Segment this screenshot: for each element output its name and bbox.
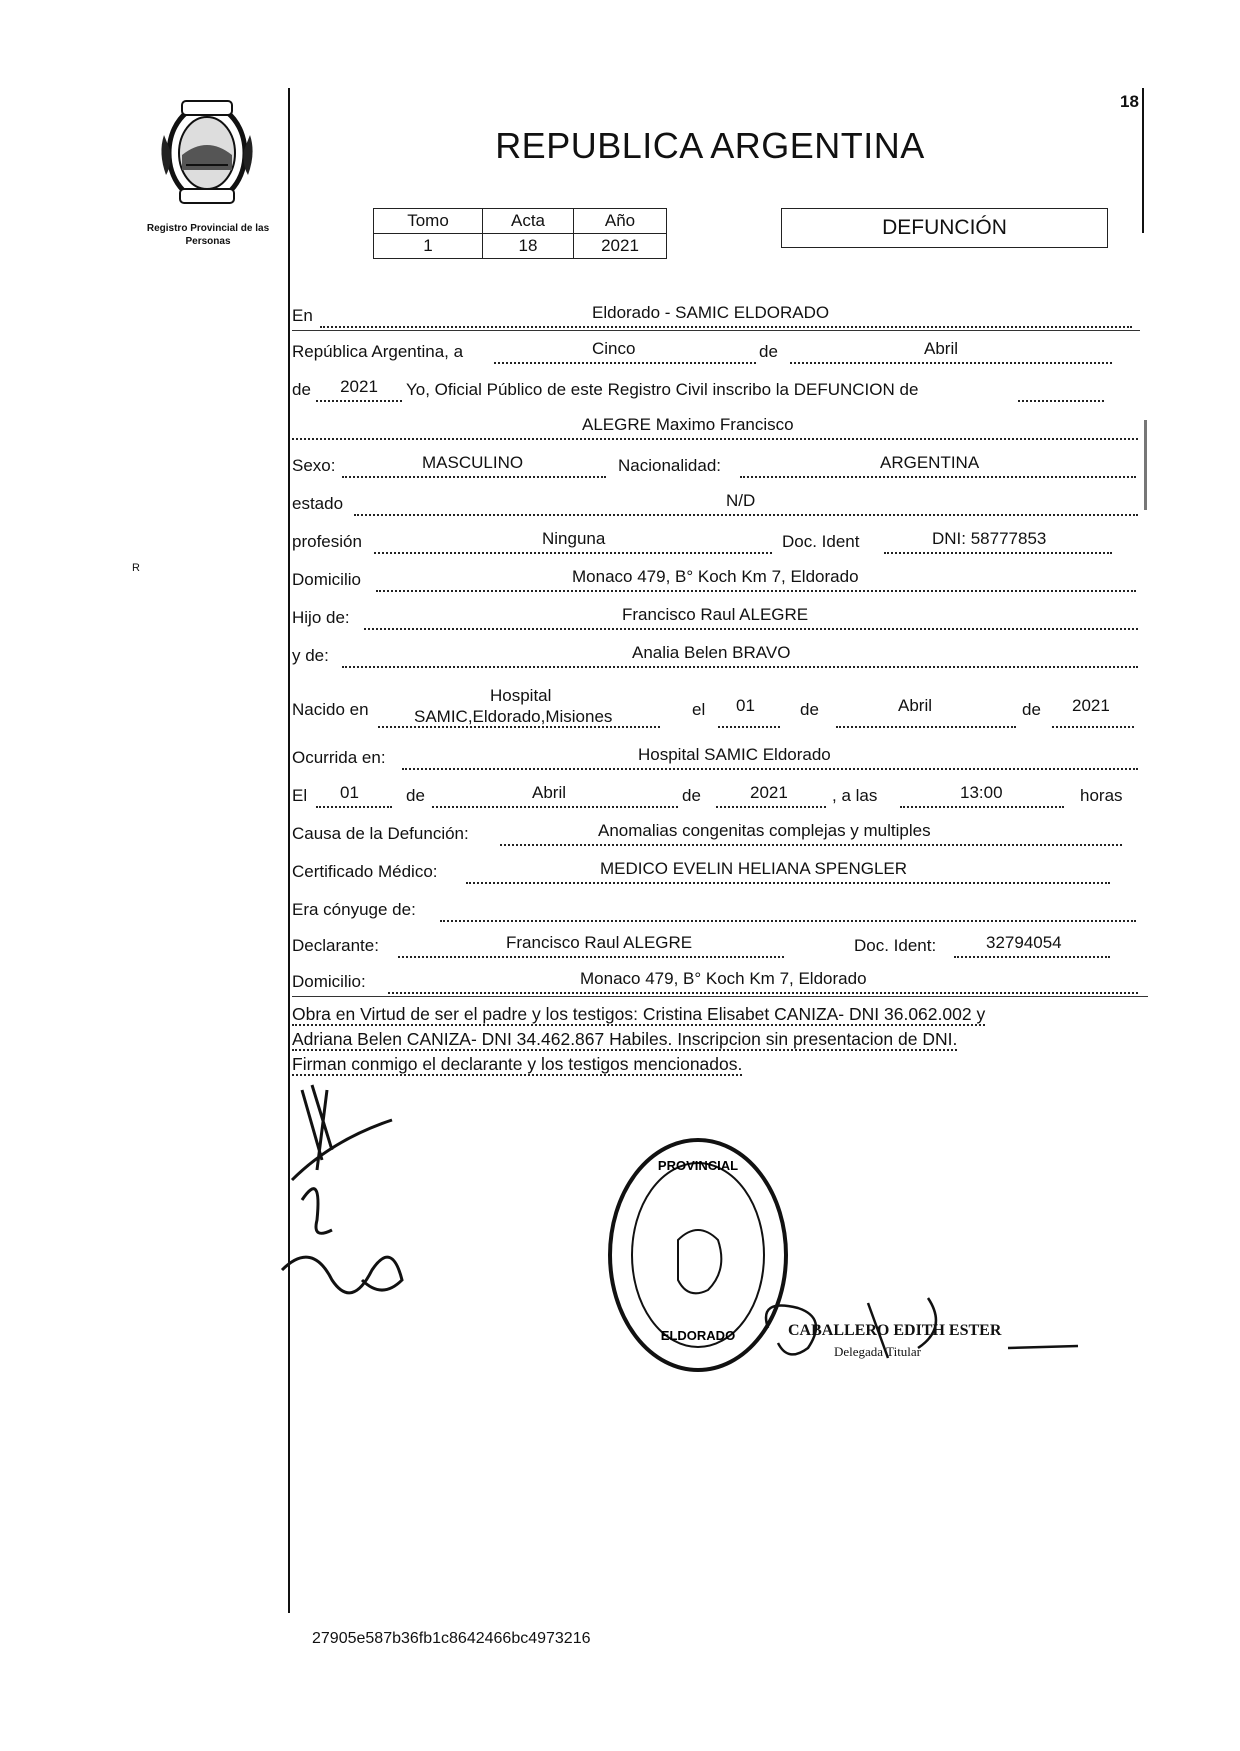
label-hours: horas [1080,786,1123,805]
row-declarant [292,926,1140,960]
dotted-line [500,844,1122,846]
value-father: Francisco Raul ALEGRE [622,605,809,624]
value-acta: 18 [483,234,574,259]
row-mother [292,636,1140,670]
dotted-line [440,920,1136,922]
row-birth [292,680,1140,730]
dotted-line [292,438,1138,440]
dotted-line [790,362,1112,364]
label-certificate: Certificado Médico: [292,862,438,881]
value-cause: Anomalias congenitas complejas y multiples [598,821,931,840]
label-de-year: de [292,380,311,399]
registry-name: Registro Provincial de las Personas [146,223,270,247]
svg-text:PROVINCIAL: PROVINCIAL [657,1158,739,1173]
dotted-line [402,768,1138,770]
value-ano: 2021 [574,234,667,259]
dotted-line [376,590,1136,592]
value-document: DNI: 58777853 [932,529,1047,548]
label-address: Domicilio [292,570,361,589]
row-cause [292,814,1140,848]
label-born-in: Nacido en [292,700,369,719]
value-mother: Analia Belen BRAVO [632,643,791,662]
dotted-line [342,476,606,478]
value-tomo: 1 [374,234,483,259]
value-birth-year: 2021 [1072,696,1110,715]
value-civil-status: N/D [726,491,756,510]
value-death-day: 01 [340,783,359,802]
label-el: El [292,786,308,805]
label-de: de [759,342,778,361]
value-day: Cinco [592,339,636,358]
dotted-line [494,362,756,364]
dotted-line [740,476,1136,478]
row-occurred [292,738,1140,772]
label-occurred: Ocurrida en: [292,748,386,767]
value-declarant-doc: 32794054 [986,933,1062,952]
record-reference-table [373,208,667,259]
value-born-in-line2: SAMIC,Eldorado,Misiones [414,707,613,726]
official-role: Delegada Titular [834,1344,922,1359]
value-occurred: Hospital SAMIC Eldorado [638,745,831,764]
row-spouse [292,890,1140,924]
dotted-line [316,806,392,808]
value-death-time: 13:00 [960,783,1003,802]
value-death-month: Abril [532,783,567,802]
label-profession: profesión [292,532,362,551]
row-address [292,560,1140,594]
signature-declarant [272,1080,432,1330]
dotted-line [900,806,1064,808]
label-cause: Causa de la Defunción: [292,824,469,843]
label-death-de: de [406,786,425,805]
label-declarant-doc: Doc. Ident: [854,936,937,955]
row-certificate [292,852,1140,886]
svg-text:ELDORADO: ELDORADO [660,1328,736,1343]
margin-mark: R [132,562,140,574]
dotted-line [354,514,1138,516]
label-en: En [292,306,313,325]
dotted-line [1052,726,1134,728]
label-father: Hijo de: [292,608,350,627]
dotted-line [432,806,678,808]
dotted-line [364,628,1138,630]
value-nationality: ARGENTINA [880,453,980,472]
row-declarant-address [292,962,1140,996]
page-title: REPUBLICA ARGENTINA [495,125,925,166]
label-declarant-address: Domicilio: [292,972,366,991]
value-month: Abril [924,339,959,358]
dotted-line [388,992,1138,994]
row-profession-doc [292,522,1140,556]
label-spouse: Era cónyuge de: [292,900,416,919]
row-sex-nationality [292,446,1140,480]
observations-block [292,1002,1150,1077]
official-name: CABALLERO EDITH ESTER [788,1322,1002,1339]
dotted-line [954,956,1110,958]
label-mother: y de: [292,646,329,665]
statement-text: Yo, Oficial Público de este Registro Civil inscribo la DEFUNCION de [406,380,919,399]
dotted-line [374,552,772,554]
document-hash: 27905e587b36fb1c8642466bc4973216 [312,1630,591,1647]
value-born-in-line1: Hospital [490,686,552,705]
label-birth-de2: de [1022,700,1041,719]
page-number: 18 [1120,92,1139,111]
row-deceased-name [292,408,1140,442]
label-at: , a las [832,786,878,805]
row-location [292,296,1140,330]
row-statement [292,370,1140,404]
value-certificate: MEDICO EVELIN HELIANA SPENGLER [600,859,908,878]
value-location: Eldorado - SAMIC ELDORADO [592,303,830,322]
value-death-year: 2021 [750,783,788,802]
value-deceased-name: ALEGRE Maximo Francisco [582,415,794,434]
value-birth-day: 01 [736,696,755,715]
row-divider [292,996,1148,997]
label-document: Doc. Ident [782,532,860,551]
left-margin-rule [288,88,290,1613]
observation-line: Firman conmigo el declarante y los testigos mencionados. [292,1054,743,1074]
label-born-el: el [692,700,706,719]
dotted-line [398,956,784,958]
dotted-line [716,806,826,808]
row-registration-date [292,332,1140,366]
value-declarant-address: Monaco 479, B° Koch Km 7, Eldorado [580,969,867,988]
value-address: Monaco 479, B° Koch Km 7, Eldorado [572,567,859,586]
value-profession: Ninguna [542,529,606,548]
row-death-datetime [292,776,1140,810]
dotted-line [884,552,1112,554]
observation-line: Adriana Belen CANIZA- DNI 34.462.867 Habiles. Inscripcion sin presentacion de DNI. [292,1029,958,1049]
row-father [292,598,1140,632]
dotted-line [466,882,1110,884]
value-birth-month: Abril [898,696,933,715]
observation-line: Obra en Virtud de ser el padre y los testigos: Cristina Elisabet CANIZA- DNI 36.062.002 y [292,1004,986,1024]
dotted-line [718,726,780,728]
label-birth-de: de [800,700,819,719]
label-sex: Sexo: [292,456,336,475]
dotted-line [1018,400,1104,402]
label-declarant: Declarante: [292,936,379,955]
header-ano: Año [574,209,667,234]
header-acta: Acta [483,209,574,234]
label-nationality: Nacionalidad: [618,456,722,475]
label-death-de2: de [682,786,701,805]
row-civil-status [292,484,1140,518]
label-civil-status: estado [292,494,344,513]
dotted-line [320,326,1132,328]
value-year: 2021 [340,377,378,396]
value-sex: MASCULINO [422,453,524,472]
dotted-line [836,726,1016,728]
dotted-line [342,666,1138,668]
label-republica: República Argentina, a [292,342,464,361]
provincial-seal-logo [152,95,262,210]
value-declarant: Francisco Raul ALEGRE [506,933,693,952]
right-margin-mark [1144,420,1147,510]
row-divider [292,330,1140,331]
dotted-line [316,400,402,402]
right-margin-rule [1142,88,1144,233]
record-type-box: DEFUNCIÓN [781,208,1108,248]
header-tomo: Tomo [374,209,483,234]
